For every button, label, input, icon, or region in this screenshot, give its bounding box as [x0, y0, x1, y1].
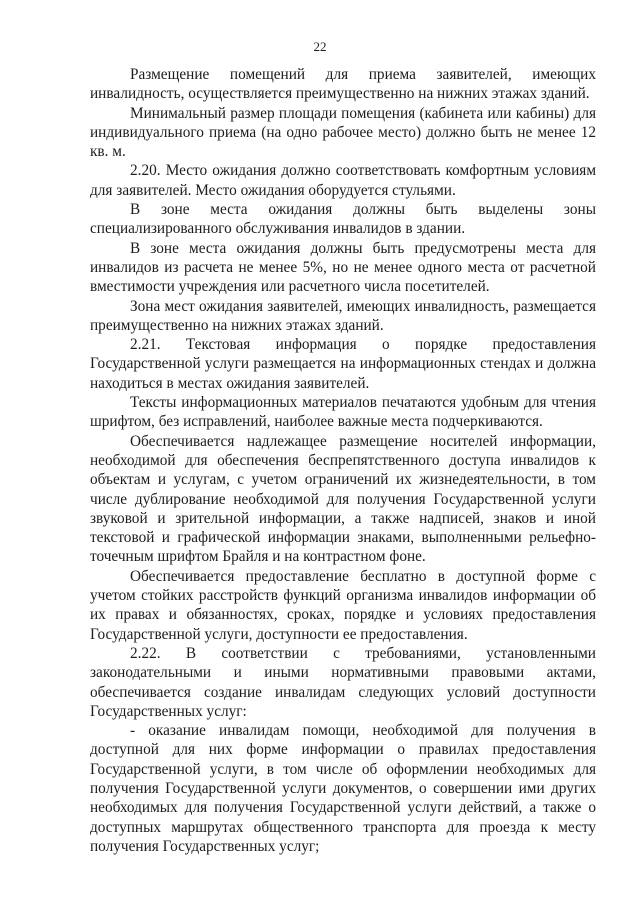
- paragraph-section-2-21-text-info: 2.21. Текстовая информация о порядке предоставления Государственной услуги размещается на информационных стендах и должна находиться в местах ожидания заявителей.: [90, 336, 596, 392]
- paragraph-section-2-20-waiting-area: 2.20. Место ожидания должно соответствовать комфортным условиям для заявителей. Место ожидания оборудуется стульями.: [90, 162, 596, 199]
- paragraph-information-carriers: Обеспечивается надлежащее размещение носителей информации, необходимой для обеспечения беспрепятственного доступа инвалидов к объектам и услугам, с учетом ограничений их жизнедеятельности, в том числе дублирование необходимой для получения Государственной услуги звуковой и зрительной информации, а также надписей, знаков и иной текстовой и графической информации знаками, выполненными рельефно-точечным шрифтом Брайля и на контрастном фоне.: [90, 432, 596, 566]
- paragraph-waiting-zone-floors: Зона мест ожидания заявителей, имеющих инвалидность, размещается преимущественно на нижних этажах зданий.: [90, 297, 596, 334]
- document-body: [90, 65, 596, 856]
- paragraph-minimum-room-size: Минимальный размер площади помещения (кабинета или кабины) для индивидуального приема (на одно рабочее место) должно быть не менее 12 кв. м.: [90, 104, 596, 161]
- page-number: 22: [313, 39, 327, 54]
- paragraph-free-accessible-info: Обеспечивается предоставление бесплатно в доступной форме с учетом стойких расстройств функций организма инвалидов информации об их правах и обязанностях, сроках, порядке и условиях предоставления Государственной услуги, доступности ее предоставления.: [90, 567, 596, 643]
- paragraph-printed-materials: Тексты информационных материалов печатаются удобным для чтения шрифтом, без исправлений, наиболее важные места подчеркиваются.: [90, 394, 596, 431]
- paragraph-section-2-22-accessibility: 2.22. В соответствии с требованиями, установленными законодательными и иными нормативными правовыми актами, обеспечивается создание инвалидам следующих условий доступности Государственных услуг:: [90, 644, 596, 720]
- paragraph-placement-of-rooms: Размещение помещений для приема заявителей, имеющих инвалидность, осуществляется преимущественно на нижних этажах зданий.: [90, 66, 596, 103]
- paragraph-assistance-list-item: - оказание инвалидам помощи, необходимой для получения в доступной для них форме информации о правилах предоставления Государственной услуги, в том числе об оформлении необходимых для получения Государственной услуги документов, о совершении ими других необходимых для получения Государственной услуги действий, а также о доступных маршрутах общественного транспорта для проезда к месту получения Государственных услуг;: [90, 722, 596, 855]
- paragraph-seats-for-disabled: В зоне места ожидания должны быть предусмотрены места для инвалидов из расчета не менее 5%, но не менее одного места от расчетной вместимости учреждения или расчетного числа посетителей.: [90, 239, 596, 296]
- paragraph-specialized-zones: В зоне места ожидания должны быть выделены зоны специализированного обслуживания инвалидов в здании.: [90, 201, 596, 238]
